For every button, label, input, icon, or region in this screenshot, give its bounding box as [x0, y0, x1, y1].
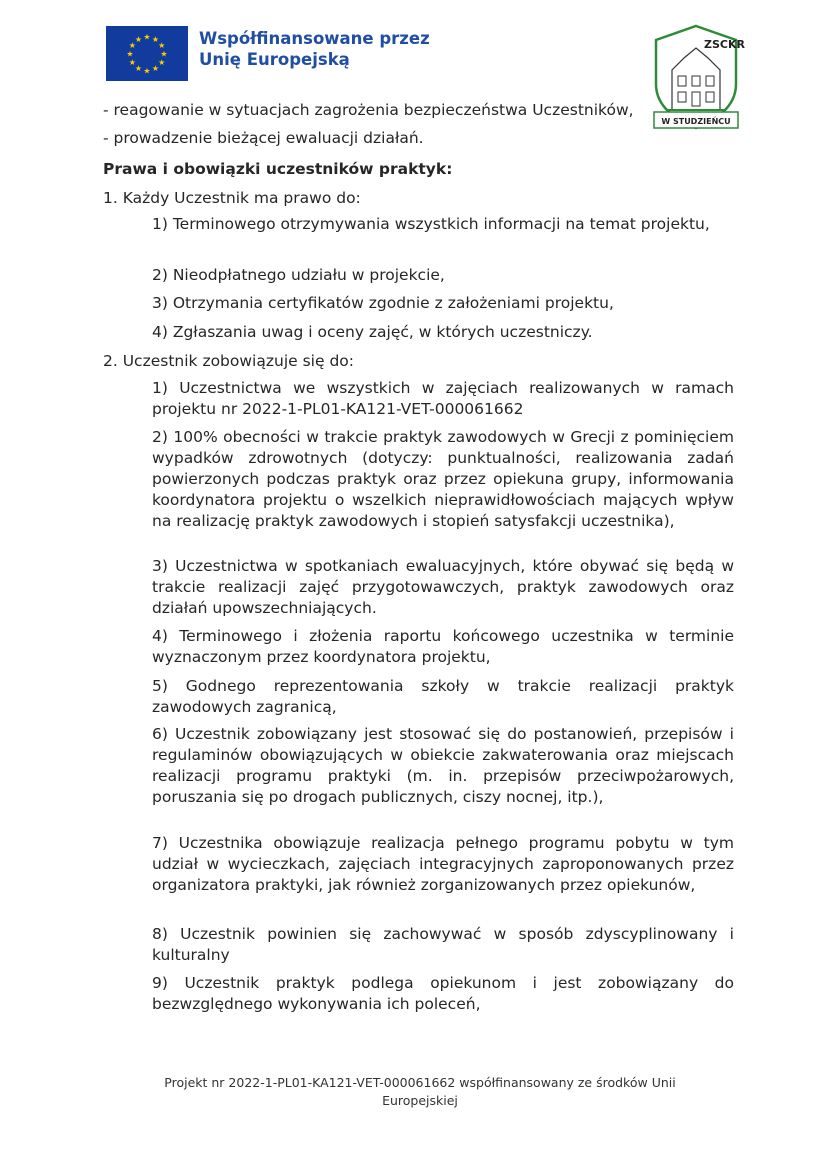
section-1-item: 4) Zgłaszania uwag i oceny zajęć, w których uczestniczy. — [152, 323, 593, 341]
section-2-item: 1) Uczestnictwa we wszystkich w zajęciach realizowanych w ramach projektu nr 2022-1-PL01-KA121-VET-000061662 — [152, 379, 734, 418]
section-2-item: 2) 100% obecności w trakcie praktyk zawodowych w Grecji z pominięciem wypadków zdrowotnych (dotyczy: punktualności, realizowania zadań powierzonych podczas praktyk oraz przez opiekuna grupy, informowania koordynatora projektu o wszelkich nieprawidłowościach mających wpływ na realizację praktyk zawodowych i stopień satysfakcji uczestnika), — [152, 428, 734, 530]
eu-star-icon: ★ — [128, 58, 136, 67]
eu-line-1: Współfinansowane przez — [199, 29, 430, 48]
eu-star-icon: ★ — [143, 66, 151, 76]
page-footer — [100, 1074, 740, 1110]
eu-line-2: Unię Europejską — [199, 50, 350, 69]
section-heading: Prawa i obowiązki uczestników praktyk: — [103, 160, 453, 178]
eu-star-icon: ★ — [158, 58, 166, 67]
eu-star-icon: ★ — [158, 41, 166, 50]
section-2-item: 5) Godnego reprezentowania szkoły w trakcie realizacji praktyk zawodowych zagranicą, — [152, 677, 734, 716]
section-2-item: 6) Uczestnik zobowiązany jest stosować się do postanowień, przepisów i regulaminów obowiązujących w obiekcie zakwaterowania oraz miejscach realizacji programu praktyki (m. in. przepisów przeciwpożarowych, poruszania się po drogach publicznych, ciszy nocnej, itp.), — [152, 725, 734, 806]
section-2-item: 4) Terminowego i złożenia raportu końcowego uczestnika w terminie wyznaczonym przez koordynatora projektu, — [152, 627, 734, 666]
logo-bottom-text: W STUDZIEŃCU — [661, 117, 731, 126]
eu-star-icon: ★ — [160, 49, 168, 59]
eu-flag-icon — [106, 26, 188, 81]
section-1-title: 1. Każdy Uczestnik ma prawo do: — [103, 189, 361, 207]
eu-star-icon: ★ — [134, 34, 143, 44]
school-logo — [652, 24, 745, 132]
eu-cofinancing-label — [199, 28, 430, 70]
eu-star-icon: ★ — [134, 64, 143, 74]
footer-line-2: Europejskiej — [382, 1093, 458, 1108]
section-1-item: 2) Nieodpłatnego udziału w projekcie, — [152, 266, 445, 284]
section-1-item: 3) Otrzymania certyfikatów zgodnie z założeniami projektu, — [152, 294, 614, 312]
bullet-line-evaluation: - prowadzenie bieżącej ewaluacji działań. — [103, 129, 424, 147]
logo-top-text: ZSCKR — [704, 38, 745, 51]
eu-star-icon: ★ — [126, 49, 134, 59]
footer-line-1: Projekt nr 2022-1-PL01-KA121-VET-000061662 współfinansowany ze środków Unii — [164, 1075, 676, 1090]
eu-star-icon: ★ — [151, 64, 160, 74]
section-1-item: 1) Terminowego otrzymywania wszystkich informacji na temat projektu, — [152, 215, 710, 233]
eu-star-icon: ★ — [151, 34, 160, 44]
eu-star-icon: ★ — [128, 41, 136, 50]
section-2-item: 7) Uczestnika obowiązuje realizacja pełnego programu pobytu w tym udział w wycieczkach, zajęciach integracyjnych zaproponowanych przez organizatora praktyki, jak również zorganizowanych przez opiekunów, — [152, 834, 734, 894]
section-2-title: 2. Uczestnik zobowiązuje się do: — [103, 352, 354, 370]
section-2-item: 9) Uczestnik praktyk podlega opiekunom i jest zobowiązany do bezwzględnego wykonywania ich poleceń, — [152, 974, 734, 1013]
section-2-item: 3) Uczestnictwa w spotkaniach ewaluacyjnych, które obywać się będą w trakcie realizacji zajęć przygotowawczych, praktyk zawodowych oraz działań upowszechniających. — [152, 557, 734, 617]
eu-star-icon: ★ — [143, 32, 151, 42]
bullet-line-safety: - reagowanie w sytuacjach zagrożenia bezpieczeństwa Uczestników, — [103, 101, 634, 119]
section-2-item: 8) Uczestnik powinien się zachowywać w sposób zdyscyplinowany i kulturalny — [152, 925, 734, 964]
